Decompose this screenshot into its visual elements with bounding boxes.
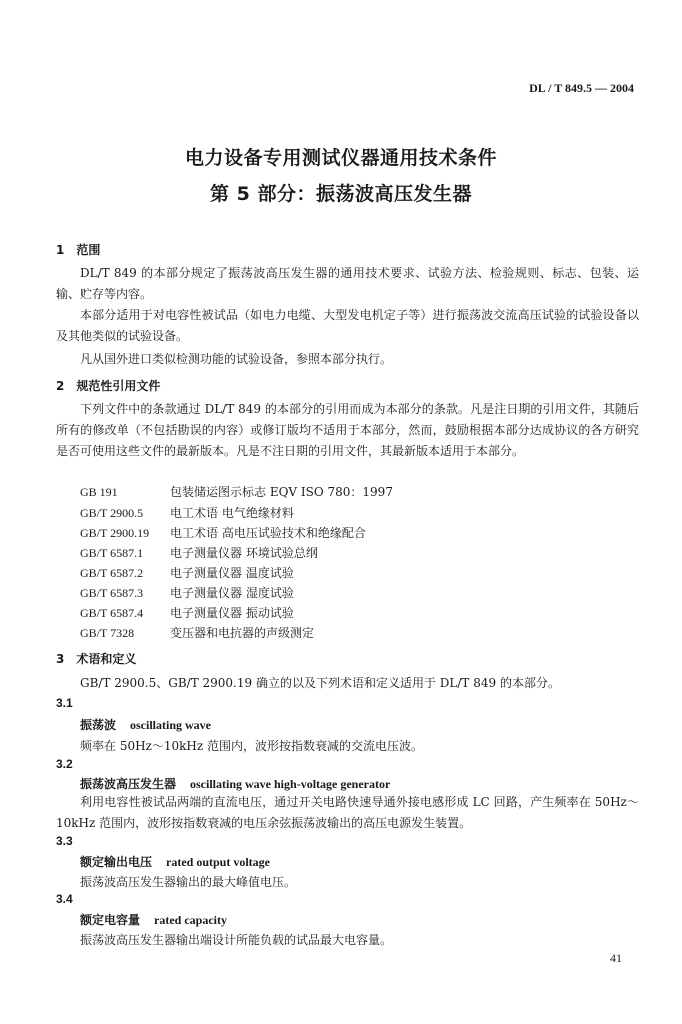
page-number: 41 xyxy=(610,951,622,965)
term-zh: 振荡波高压发生器 xyxy=(80,777,177,791)
reference-item xyxy=(80,544,318,561)
reference-code: GB/T 2900.19 xyxy=(80,526,150,540)
reference-item xyxy=(80,483,393,500)
section-1-paragraph-2: 本部分适用于对电容性被试品（如电力电缆、大型发电机定子等）进行振荡波交流高压试验的试验设备以及其他类似的试验设备。 xyxy=(56,308,639,343)
reference-title: 变压器和电抗器的声级测定 xyxy=(170,626,315,640)
reference-code: GB/T 6587.1 xyxy=(80,546,144,560)
reference-code: GB/T 7328 xyxy=(80,626,135,640)
reference-code: GB/T 6587.2 xyxy=(80,566,144,580)
term-number: 3.4 xyxy=(56,892,73,906)
standard-number: DL / T 849.5 — 2004 xyxy=(529,81,634,95)
term-en: oscillating wave high-voltage generator xyxy=(190,777,391,791)
term-en: oscillating wave xyxy=(130,718,212,732)
term-number: 3.1 xyxy=(56,696,73,710)
reference-title: 电工术语 高电压试验技术和绝缘配合 xyxy=(170,526,366,540)
reference-item xyxy=(80,604,294,621)
reference-title: 电子测量仪器 振动试验 xyxy=(170,606,294,620)
term-definition: 振荡波高压发生器输出的最大峰值电压。 xyxy=(80,875,297,889)
reference-code: GB 191 xyxy=(80,485,118,499)
reference-item xyxy=(80,564,294,581)
reference-title: 电子测量仪器 温度试验 xyxy=(170,566,294,580)
section-3-intro: GB/T 2900.5、GB/T 2900.19 确立的以及下列术语和定义适用于 DL/T 849 的本部分。 xyxy=(80,676,560,690)
reference-item xyxy=(80,504,294,521)
term-en: rated output voltage xyxy=(166,855,271,869)
section-2-intro: 下列文件中的条款通过 DL/T 849 的本部分的引用而成为本部分的条款。凡是注日期的引用文件，其随后所有的修改单（不包括勘误的内容）或修订版均不适用于本部分，然而，鼓励根据本部分达成协议的各方研究是否可使用这些文件的最新版本。凡是不注日期的引用文件，其最新版本适用于本部分。 xyxy=(56,402,639,458)
reference-title: 电工术语 电气绝缘材料 xyxy=(170,506,294,520)
term-heading xyxy=(80,853,270,870)
reference-item xyxy=(80,584,294,601)
term-en: rated capacity xyxy=(154,913,227,927)
document-title-line-1: 电力设备专用测试仪器通用技术条件 xyxy=(184,147,497,169)
term-definition: 振荡波高压发生器输出端设计所能负载的试品最大电容量。 xyxy=(80,933,393,947)
reference-title: 包装储运图示标志 EQV ISO 780：1997 xyxy=(170,485,393,499)
reference-title: 电子测量仪器 环境试验总纲 xyxy=(170,546,318,560)
section-2-heading: 2 规范性引用文件 xyxy=(56,379,161,393)
reference-item xyxy=(80,524,366,541)
term-heading xyxy=(80,775,390,792)
term-heading xyxy=(80,911,227,928)
term-number: 3.2 xyxy=(56,757,73,771)
reference-code: GB/T 6587.3 xyxy=(80,586,144,600)
reference-title: 电子测量仪器 湿度试验 xyxy=(170,586,294,600)
section-3-heading: 3 术语和定义 xyxy=(56,652,137,666)
reference-item xyxy=(80,624,314,641)
term-definition: 频率在 50Hz～10kHz 范围内，波形按指数衰减的交流电压波。 xyxy=(80,739,424,753)
term-number: 3.3 xyxy=(56,834,73,848)
term-definition: 利用电容性被试品两端的直流电压，通过开关电路快速导通外接电感形成 LC 回路，产生频率在 50Hz～10kHz 范围内，波形按指数衰减的电压余弦振荡波输出的高压电源发生装置。 xyxy=(56,795,639,830)
section-1-heading: 1 范围 xyxy=(56,243,101,257)
term-zh: 振荡波 xyxy=(80,718,117,732)
section-1-paragraph-3: 凡从国外进口类似检测功能的试验设备，参照本部分执行。 xyxy=(80,352,393,366)
term-zh: 额定电容量 xyxy=(80,913,141,927)
reference-code: GB/T 6587.4 xyxy=(80,606,144,620)
term-heading xyxy=(80,716,211,733)
term-zh: 额定输出电压 xyxy=(80,855,153,869)
section-1-paragraph-1: DL/T 849 的本部分规定了振荡波高压发生器的通用技术要求、试验方法、检验规则、标志、包装、运输、贮存等内容。 xyxy=(56,266,639,301)
document-title-line-2: 第 5 部分：振荡波高压发生器 xyxy=(210,183,472,205)
reference-code: GB/T 2900.5 xyxy=(80,506,144,520)
